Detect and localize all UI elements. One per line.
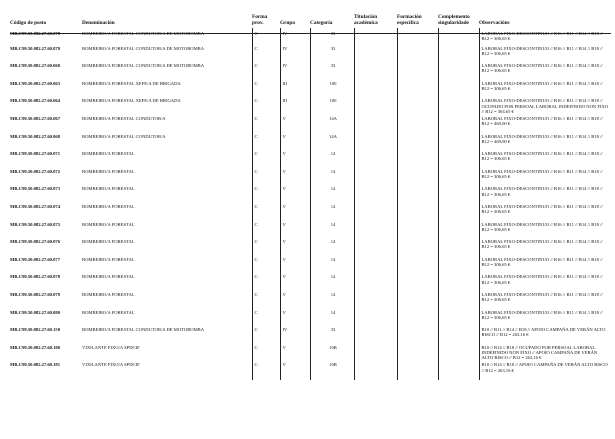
header-name: Denominación — [82, 20, 115, 26]
categoria-cell: 33 — [310, 46, 354, 64]
observacions-cell: LABORAL FIXO-DESCONTINUO // B16 // B11 // B14 // B18 // B12 = 306,65 € — [479, 204, 611, 222]
grupo-cell: V — [280, 134, 310, 152]
titulacion-cell — [354, 222, 397, 240]
categoria-cell: 14 — [310, 292, 354, 310]
header-complemento: Complemento singularidade — [438, 14, 470, 26]
grupo-cell: V — [280, 362, 310, 380]
forma-cell: C — [252, 274, 280, 292]
forma-cell: C — [252, 204, 280, 222]
position-code-cell: MR.C99.50.082.27.60.073 — [10, 186, 61, 192]
table-row — [10, 292, 611, 310]
header-titulacion: Titulación académica — [354, 14, 378, 26]
table-row — [10, 257, 611, 275]
observacions-cell: LABORAL FIXO-DESCONTINUO // B16 // B11 // B14 // B18 // B12 = 306,65 € — [479, 222, 611, 240]
position-code-cell: MR.C99.50.082.27.60.064 — [10, 98, 61, 104]
titulacion-cell — [354, 186, 397, 204]
position-code-cell: MR.C99.50.082.27.60.150 — [10, 327, 61, 333]
formacion-cell — [397, 310, 438, 328]
position-name-cell: BOMBEIRO/A FORESTAL — [82, 309, 135, 315]
position-code-cell: MR.C99.50.082.27.60.079 — [10, 45, 61, 51]
position-name-cell: BOMBEIRO/A FORESTAL CONDUTOR/A DE MOTOBOMBA — [82, 45, 205, 51]
complemento-cell — [438, 204, 479, 222]
table-row — [10, 362, 611, 380]
grupo-cell: V — [280, 204, 310, 222]
observacions-cell: LABORAL FIXO-DESCONTINUO // B16 // B11 // B14 // B18 // B12 = 469,00 € — [479, 134, 611, 152]
position-name-cell: BOMBEIRO/A FORESTAL CONDUTOR/A DE MOTOBOMBA — [82, 327, 205, 333]
forma-cell: C — [252, 134, 280, 152]
grupo-cell: III — [280, 81, 310, 99]
complemento-cell — [438, 274, 479, 292]
position-name-cell: BOMBEIRO/A FORESTAL CONDUTOR/A — [82, 115, 166, 121]
titulacion-cell — [354, 362, 397, 380]
position-code-cell: MR.C99.50.082.27.60.080 — [10, 309, 61, 315]
formacion-cell — [397, 362, 438, 380]
forma-cell: C — [252, 81, 280, 99]
complemento-cell — [438, 46, 479, 64]
position-name-cell: BOMBEIRO/A FORESTAL — [82, 203, 135, 209]
categoria-cell: 14 — [310, 274, 354, 292]
header-observacions: Observacións — [479, 20, 510, 26]
table-row — [10, 310, 611, 328]
observacions-cell: LABORAL FIXO-DESCONTINUO // B16 // B11 // B14 // B18 // B12 = 306,65 € — [479, 46, 611, 64]
titulacion-cell — [354, 239, 397, 257]
complemento-cell — [438, 345, 479, 363]
categoria-cell: 14 — [310, 186, 354, 204]
position-code-cell: MR.C99.50.082.27.60.063 — [10, 80, 61, 86]
forma-cell: C — [252, 327, 280, 345]
table-row — [10, 274, 611, 292]
formacion-cell — [397, 257, 438, 275]
titulacion-cell — [354, 98, 397, 116]
categoria-cell: 14 — [310, 169, 354, 187]
forma-cell: C — [252, 257, 280, 275]
table-row — [10, 151, 611, 169]
position-name-cell: BOMBEIRO/A FORESTAL — [82, 291, 135, 297]
table-row — [10, 204, 611, 222]
job-positions-table — [10, 14, 611, 380]
grupo-cell: IV — [280, 28, 310, 46]
position-code-cell: MR.C99.50.082.27.60.076 — [10, 239, 61, 245]
position-name-cell: VIXILANTE FIXO/A SPDCIF — [82, 344, 140, 350]
grupo-cell: V — [280, 116, 310, 134]
table-row — [10, 28, 611, 46]
position-name-cell: BOMBEIRO/A FORESTAL CONDUTOR/A — [82, 133, 166, 139]
titulacion-cell — [354, 151, 397, 169]
complemento-cell — [438, 134, 479, 152]
table-row — [10, 327, 611, 345]
categoria-cell: 14 — [310, 310, 354, 328]
complemento-cell — [438, 98, 479, 116]
header-code: Código de posto — [10, 20, 47, 26]
categoria-cell: 100 — [310, 98, 354, 116]
complemento-cell — [438, 222, 479, 240]
position-code-cell: MR.C99.50.082.27.60.180 — [10, 344, 61, 350]
complemento-cell — [438, 310, 479, 328]
complemento-cell — [438, 327, 479, 345]
titulacion-cell — [354, 116, 397, 134]
forma-cell: C — [252, 362, 280, 380]
grupo-cell: V — [280, 292, 310, 310]
complemento-cell — [438, 362, 479, 380]
observacions-cell: LABORAL FIXO-DESCONTINUO // B16 // B11 // B14 // B18 // B12 = 306,65 € — [479, 63, 611, 81]
complemento-cell — [438, 292, 479, 310]
grupo-cell: V — [280, 274, 310, 292]
header-forma: Forma prov. — [252, 14, 268, 26]
formacion-cell — [397, 222, 438, 240]
table-header-row — [10, 14, 611, 28]
titulacion-cell — [354, 134, 397, 152]
formacion-cell — [397, 204, 438, 222]
categoria-cell: 33 — [310, 63, 354, 81]
complemento-cell — [438, 239, 479, 257]
position-code-cell: MR.C99.50.082.27.60.074 — [10, 203, 61, 209]
position-name-cell: BOMBEIRO/A FORESTAL — [82, 151, 135, 157]
titulacion-cell — [354, 257, 397, 275]
position-code-cell: MR.C99.50.082.27.60.181 — [10, 362, 61, 368]
titulacion-cell — [354, 169, 397, 187]
categoria-cell: 14 — [310, 239, 354, 257]
observacions-cell: B10 // B14 // B18 // OCUPADO POR PERSOAL LABORAL INDEFINIDO NON FIXO // APOIO CAMPAÑA DE VERÁN ALTO RISCO // B12 = 263,16 € — [479, 345, 611, 363]
formacion-cell — [397, 63, 438, 81]
position-name-cell: BOMBEIRO/A FORESTAL — [82, 256, 135, 262]
position-name-cell: BOMBEIRO/A FORESTAL — [82, 274, 135, 280]
position-code-cell: MR.C99.50.082.27.60.072 — [10, 168, 61, 174]
table-row — [10, 63, 611, 81]
observacions-cell: LABORAL FIXO-DESCONTINUO // B16 // B11 // B14 // B18 // B12 = 306,65 € — [479, 257, 611, 275]
position-code-cell: MR.C99.50.082.27.60.060 — [10, 63, 61, 69]
forma-cell: C — [252, 239, 280, 257]
formacion-cell — [397, 151, 438, 169]
formacion-cell — [397, 116, 438, 134]
categoria-cell: 14 — [310, 204, 354, 222]
formacion-cell — [397, 274, 438, 292]
titulacion-cell — [354, 345, 397, 363]
observacions-cell: LABORAL FIXO-DESCONTINUO // B16 // B11 // B14 // B18 // B12 = 306,65 € — [479, 310, 611, 328]
position-code-cell: MR.C99.50.082.27.60.079 — [10, 291, 61, 297]
forma-cell: C — [252, 345, 280, 363]
categoria-cell: 14 — [310, 222, 354, 240]
observacions-cell: LABORAL FIXO-DESCONTINUO // B16 // B11 // B14 // B18 // B12 = 306,65 € — [479, 81, 611, 99]
formacion-cell — [397, 345, 438, 363]
table-row — [10, 169, 611, 187]
categoria-cell: 33 — [310, 327, 354, 345]
grupo-cell: V — [280, 222, 310, 240]
document-page — [10, 14, 611, 380]
observacions-cell: LABORAL FIXO-DESCONTINUO // B16 // B11 // B14 // B18 // B12 = 306,65 € — [479, 151, 611, 169]
titulacion-cell — [354, 292, 397, 310]
grupo-cell: V — [280, 257, 310, 275]
titulacion-cell — [354, 46, 397, 64]
table-row — [10, 98, 611, 116]
formacion-cell — [397, 81, 438, 99]
forma-cell: C — [252, 292, 280, 310]
titulacion-cell — [354, 63, 397, 81]
forma-cell: C — [252, 46, 280, 64]
titulacion-cell — [354, 81, 397, 99]
table-row — [10, 345, 611, 363]
observacions-cell: LABORAL FIXO-DESCONTINUO // B16 // B11 // B14 // B18 // B12 = 306,65 € — [479, 292, 611, 310]
formacion-cell — [397, 327, 438, 345]
observacions-cell: LABORAL FIXO-DESCONTINUO // B16 // B11 // B14 // B18 // B12 = 306,65 € — [479, 28, 611, 46]
formacion-cell — [397, 186, 438, 204]
table-row — [10, 116, 611, 134]
formacion-cell — [397, 98, 438, 116]
position-name-cell: BOMBEIRO/A FORESTAL XEFE/A DE BRIGADA — [82, 98, 181, 104]
position-code-cell: MR.C99.50.082.27.60.071 — [10, 151, 61, 157]
forma-cell: C — [252, 98, 280, 116]
observacions-cell: LABORAL FIXO-DESCONTINUO // B16 // B11 // B14 // B18 // OCUPADO POR PERSOAL LABORAL INDEFINIDO NON FIXO // B12 = 304,65 € — [479, 98, 611, 116]
formacion-cell — [397, 292, 438, 310]
categoria-cell: 10B — [310, 362, 354, 380]
position-name-cell: VIXILANTE FIXO/A SPDCIF — [82, 362, 140, 368]
position-name-cell: BOMBEIRO/A FORESTAL XEFE/A DE BRIGADA — [82, 80, 181, 86]
forma-cell: C — [252, 28, 280, 46]
observacions-cell: B10 // B14 // B18 // APOIO CAMPAÑA DE VERÁN ALTO RISCO // B12 = 263,16 € — [479, 362, 611, 380]
observacions-cell: LABORAL FIXO-DESCONTINUO // B16 // B11 // B14 // B18 // B12 = 306,65 € — [479, 186, 611, 204]
titulacion-cell — [354, 310, 397, 328]
position-code-cell: MR.C99.50.082.27.60.077 — [10, 256, 61, 262]
header-grupo: Grupo — [280, 20, 296, 26]
categoria-cell: 14 — [310, 257, 354, 275]
position-code-cell: MR.C99.50.082.27.60.078 — [10, 31, 61, 36]
grupo-cell: V — [280, 169, 310, 187]
grupo-cell: IV — [280, 327, 310, 345]
observacions-cell: LABORAL FIXO-DESCONTINUO // B16 // B11 // B14 // B18 // B12 = 306,65 € — [479, 239, 611, 257]
formacion-cell — [397, 134, 438, 152]
grupo-cell: III — [280, 98, 310, 116]
observacions-cell: LABORAL FIXO-DESCONTINUO // B16 // B11 // B14 // B18 // B12 = 306,65 € — [479, 169, 611, 187]
forma-cell: C — [252, 63, 280, 81]
titulacion-cell — [354, 274, 397, 292]
forma-cell: C — [252, 310, 280, 328]
grupo-cell: V — [280, 310, 310, 328]
categoria-cell: 14A — [310, 134, 354, 152]
complemento-cell — [438, 63, 479, 81]
formacion-cell — [397, 28, 438, 46]
table-row — [10, 81, 611, 99]
complemento-cell — [438, 151, 479, 169]
position-name-cell: BOMBEIRO/A FORESTAL CONDUTOR/A DE MOTOBOMBA — [82, 63, 205, 69]
table-row — [10, 46, 611, 64]
grupo-cell: IV — [280, 63, 310, 81]
categoria-cell: 100 — [310, 81, 354, 99]
forma-cell: C — [252, 186, 280, 204]
position-code-cell: MR.C99.50.082.27.60.067 — [10, 115, 61, 121]
forma-cell: C — [252, 116, 280, 134]
grupo-cell: IV — [280, 46, 310, 64]
grupo-cell: V — [280, 151, 310, 169]
grupo-cell: V — [280, 345, 310, 363]
observacions-cell: LABORAL FIXO-DESCONTINUO // B16 // B11 // B14 // B18 // B12 = 469,00 € — [479, 116, 611, 134]
position-code-cell: MR.C99.50.082.27.60.075 — [10, 221, 61, 227]
forma-cell: C — [252, 222, 280, 240]
header-rule — [10, 33, 611, 34]
titulacion-cell — [354, 28, 397, 46]
table-row — [10, 186, 611, 204]
titulacion-cell — [354, 327, 397, 345]
complemento-cell — [438, 169, 479, 187]
header-categoria: Categoría — [310, 20, 333, 26]
position-code-cell: MR.C99.50.082.27.60.078 — [10, 274, 61, 280]
observacions-cell: LABORAL FIXO-DESCONTINUO // B16 // B11 // B14 // B18 // B12 = 306,65 € — [479, 274, 611, 292]
categoria-cell: 14A — [310, 116, 354, 134]
forma-cell: C — [252, 151, 280, 169]
table-row — [10, 134, 611, 152]
observacions-cell: B10 // B11 // B14 // B18 // APOIO CAMPAÑA DE VERÁN ALTO RISCO // B12 = 263,16 € — [479, 327, 611, 345]
table-row — [10, 222, 611, 240]
complemento-cell — [438, 257, 479, 275]
header-formacion: Formación específica — [397, 14, 422, 26]
formacion-cell — [397, 239, 438, 257]
position-name-cell: BOMBEIRO/A FORESTAL — [82, 221, 135, 227]
table-row — [10, 239, 611, 257]
position-name-cell: BOMBEIRO/A FORESTAL CONDUTOR/A DE MOTOBOMBA — [82, 31, 205, 36]
formacion-cell — [397, 169, 438, 187]
complemento-cell — [438, 186, 479, 204]
titulacion-cell — [354, 204, 397, 222]
position-name-cell: BOMBEIRO/A FORESTAL — [82, 186, 135, 192]
complemento-cell — [438, 28, 479, 46]
formacion-cell — [397, 46, 438, 64]
grupo-cell: V — [280, 186, 310, 204]
position-code-cell: MR.C99.50.082.27.60.068 — [10, 133, 61, 139]
complemento-cell — [438, 116, 479, 134]
categoria-cell: 14 — [310, 151, 354, 169]
position-name-cell: BOMBEIRO/A FORESTAL — [82, 239, 135, 245]
categoria-cell: 33 — [310, 28, 354, 46]
grupo-cell: V — [280, 239, 310, 257]
categoria-cell: 10B — [310, 345, 354, 363]
forma-cell: C — [252, 169, 280, 187]
position-name-cell: BOMBEIRO/A FORESTAL — [82, 168, 135, 174]
complemento-cell — [438, 81, 479, 99]
